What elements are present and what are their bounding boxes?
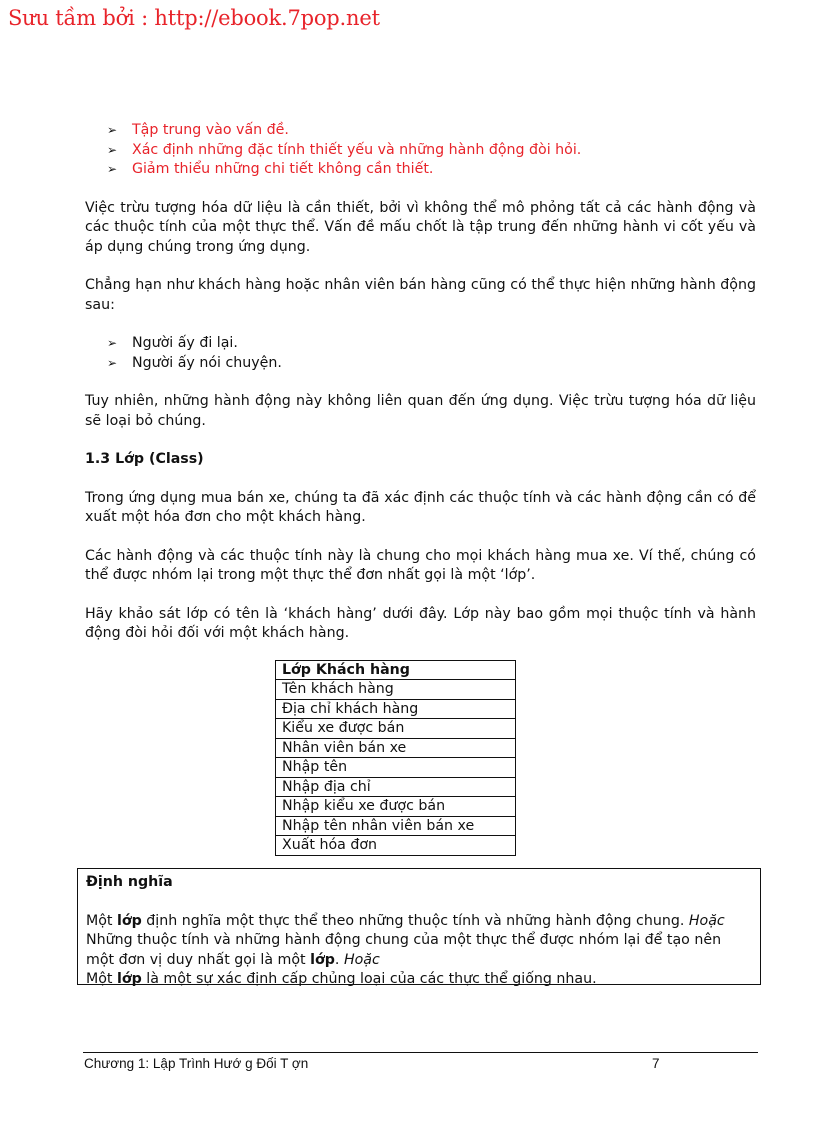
definition-title: Định nghĩa (86, 874, 173, 890)
table-row: Tên khách hàng (276, 680, 516, 700)
watermark: Sưu tầm bởi : http://ebook.7pop.net (8, 6, 380, 30)
paragraph: Hãy khảo sát lớp có tên là ‘khách hàng’ dưới đây. Lớp này bao gồm mọi thuộc tính và hành động đòi hỏi đối với một khách hàng. (85, 605, 756, 641)
page-number: 7 (652, 1056, 660, 1071)
red-bullet-list (85, 121, 756, 180)
table-row: Địa chỉ khách hàng (276, 699, 516, 719)
list-item: ➢ Xác định những đặc tính thiết yếu và những hành động đòi hỏi. (107, 141, 756, 161)
definition-line: Một lớp là một sự xác định cấp chủng loại của các thực thể giống nhau. (86, 971, 597, 987)
footer-divider (83, 1052, 758, 1053)
table-header: Lớp Khách hàng (276, 660, 516, 680)
class-table (275, 660, 516, 856)
arrow-bullet-icon: ➢ (107, 123, 118, 137)
list-item: ➢ Giảm thiểu những chi tiết không cần thiết. (107, 160, 756, 180)
arrow-bullet-icon: ➢ (107, 142, 118, 157)
table-row: Xuất hóa đơn (276, 836, 516, 856)
list-item: ➢ Người ấy đi lại. (107, 334, 756, 354)
arrow-bullet-icon: ➢ (107, 355, 118, 370)
definition-line: Một lớp định nghĩa một thực thể theo những thuộc tính và những hành động chung. Hoặc Những thuộc tính và những hành động chung của một thực thể được nhóm lại để tạo nên một đơn vị duy nhất gọi là một lớp. Hoặc (86, 912, 725, 968)
paragraph: Tuy nhiên, những hành động này không liên quan đến ứng dụng. Việc trừu tượng hóa dữ liệu sẽ loại bỏ chúng. (85, 393, 756, 429)
arrow-bullet-icon: ➢ (107, 162, 118, 176)
list-item: ➢ Tập trung vào vấn đề. (107, 121, 756, 141)
table-row: Nhập tên nhân viên bán xe (276, 816, 516, 836)
section-heading: 1.3 Lớp (Class) (85, 451, 204, 467)
paragraph: Các hành động và các thuộc tính này là chung cho mọi khách hàng mua xe. Ví thế, chúng có thể được nhóm lại trong một thực thể đơn nhất gọi là một ‘lớp’. (85, 547, 756, 583)
paragraph: Việc trừu tượng hóa dữ liệu là cần thiết, bởi vì không thể mô phỏng tất cả các hành động và các thuộc tính của một thực thể. Vấn đề mấu chốt là tập trung đến những hành vi cốt yếu và áp dụng chúng trong ứng dụng. (85, 199, 756, 255)
definition-box (77, 868, 761, 985)
paragraph: Trong ứng dụng mua bán xe, chúng ta đã xác định các thuộc tính và các hành động cần có để xuất một hóa đơn cho một khách hàng. (85, 489, 756, 525)
table-row: Nhập tên (276, 758, 516, 778)
paragraph: Chẳng hạn như khách hàng hoặc nhân viên bán hàng cũng có thể thực hiện những hành động sau: (85, 277, 756, 313)
footer-chapter: Chương 1: Lập Trình Hướ g Đối T ợn (84, 1056, 309, 1071)
page-footer (84, 1056, 664, 1071)
arrow-bullet-icon: ➢ (107, 336, 118, 350)
table-row: Kiểu xe được bán (276, 719, 516, 739)
list-item: ➢ Người ấy nói chuyện. (107, 354, 756, 374)
bullet-list (85, 334, 756, 373)
page-content (85, 121, 756, 856)
table-row: Nhập địa chỉ (276, 777, 516, 797)
table-row: Nhân viên bán xe (276, 738, 516, 758)
table-row: Nhập kiểu xe được bán (276, 797, 516, 817)
